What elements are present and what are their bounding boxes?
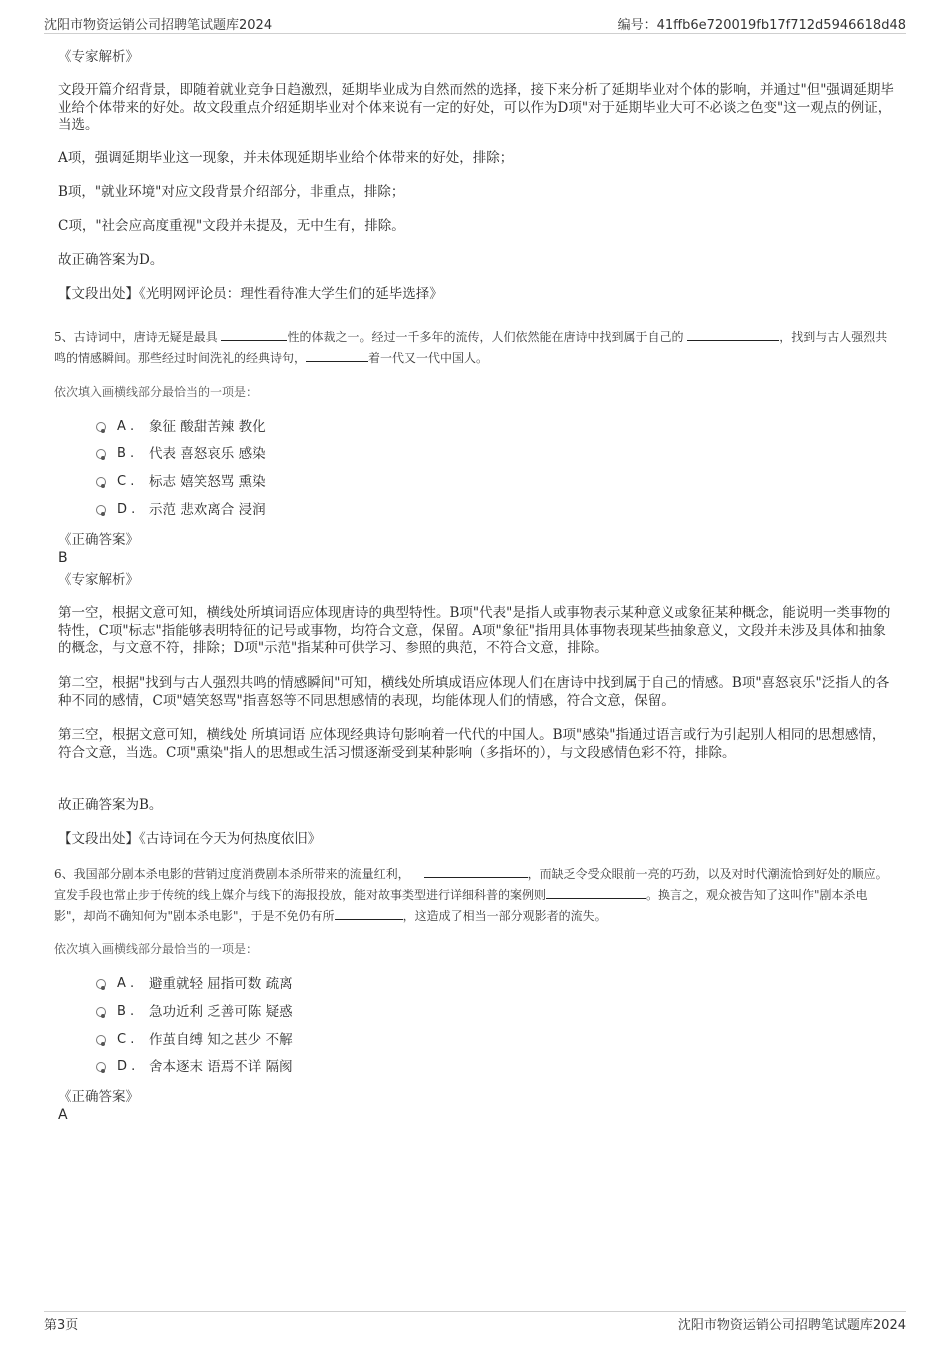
q5-stem-part-4: 着一代又一代中国人。 [368,351,489,365]
q5-blank-1 [221,328,287,341]
radio-icon[interactable] [96,1035,106,1045]
q5-stem-part-1: 5、古诗词中，唐诗无疑是最具 [54,330,222,344]
option-text: 急功近利 乏善可陈 疑惑 [149,1004,293,1020]
q5-source: 【文段出处】《古诗词在今天为何热度依旧》 [58,831,322,847]
q5-answer: B [58,550,68,566]
option-letter: C . [117,1032,135,1047]
page-footer [44,1314,906,1332]
option-letter: D . [117,1059,136,1074]
q6-stem-part-1: 6、我国部分剧本杀电影的营销过度消费剧本杀所带来的流量红利， [54,867,410,881]
option-letter: B . [117,446,135,461]
option-text: 标志 嬉笑怒骂 熏染 [149,474,266,490]
prev-analysis-label: 《专家解析》 [58,49,139,65]
option-text: 象征 酸甜苦辣 教化 [149,419,266,435]
prev-note-c: C项，"社会应高度重视"文段并未提及，无中生有，排除。 [58,218,405,234]
option-letter: A . [117,419,135,434]
q5-stem [54,327,890,369]
prev-note-b: B项，"就业环境"对应文段背景介绍部分，非重点，排除； [58,184,405,200]
radio-icon[interactable] [96,505,106,515]
q6-blank-2 [546,886,646,899]
option-letter: C . [117,474,135,489]
radio-icon[interactable] [96,477,106,487]
q5-answer-label: 《正确答案》 [58,532,139,548]
option-text: 示范 悲欢离合 浸润 [149,502,266,518]
footer-title: 沈阳市物资运销公司招聘笔试题库2024 [677,1318,906,1333]
page-header [44,14,906,32]
radio-icon[interactable] [96,449,106,459]
prev-conclusion: 故正确答案为D。 [58,252,164,268]
q6-stem-part-3: 。换言之，观众被告知了这叫作"剧本杀电影"，却尚不确知何为"剧本杀电影"，于是不免仍有所 [54,888,868,923]
footer-divider [44,1311,906,1312]
q5-stem-part-2: 性的体裁之一。经过一千多年的流传，人们依然能在唐诗中找到属于自己的 [287,330,688,344]
q5-analysis-blank-2: 第二空，根据"找到与古人强烈共鸣的情感瞬间"可知，横线处所填成语应体现人们在唐诗中找到属于自己的情感。B项"喜怒哀乐"泛指人的各种不同的感情，C项"嬉笑怒骂"指喜怒等不同思想感情的表现，均能体现人们的情感，符合文意，保留。 [58,675,890,709]
option-text: 舍本逐末 语焉不详 隔阂 [149,1059,293,1075]
option-letter: A . [117,976,135,991]
q5-blank-3 [306,349,368,362]
q6-answer: A [58,1107,68,1123]
option-text: 作茧自缚 知之甚少 不解 [149,1032,293,1048]
option-letter: B . [117,1004,135,1019]
q5-analysis-blank-1: 第一空，根据文意可知，横线处所填词语应体现唐诗的典型特性。B项"代表"是指人或事物表示某种意义或象征某种概念，能说明一类事物的特性，C项"标志"指能够表明特征的记号或事物，均符合文意，保留。A项"象征"指用具体事物表现某些抽象意义，文段并未涉及具体和抽象的概念，与文意不符，排除；D项"示范"指某种可供学习、参照的典范，不符合文意，排除。 [58,605,891,656]
radio-icon[interactable] [96,1062,106,1072]
footer-page-number: 第3页 [44,1318,79,1333]
q5-conclusion: 故正确答案为B。 [58,797,163,813]
q5-analysis-label: 《专家解析》 [58,572,139,588]
option-text: 避重就轻 屈指可数 疏离 [149,976,293,992]
q6-hint: 依次填入画横线部分最恰当的一项是： [54,942,259,956]
q6-stem-part-2: ，而缺乏令受众眼前一亮的巧劲，以及对时代潮流恰到好处的顺应。宣发手段也常止步于传统的线上媒介与线下的海报投放，能对故事类型进行详细科普的案例则 [54,867,888,902]
prev-analysis-paragraph: 文段开篇介绍背景，即随着就业竞争日趋激烈，延期毕业成为自然而然的选择，接下来分析了延期毕业对个体的影响，并通过"但"强调延期毕业给个体带来的好处。故文段重点介绍延期毕业对个体来说有一定的好处，可以作为D项"对于延期毕业大可不必谈之色变"这一观点的例证，当选。 [58,82,894,133]
header-doc-id: 编号：41ffb6e720019fb17f712d5946618d48 [617,18,906,33]
radio-icon[interactable] [96,422,106,432]
q5-analysis-blank-3: 第三空，根据文意可知，横线处 所填词语 应体现经典诗句影响着一代代的中国人。B项"感染"指通过语言或行为引起别人相同的思想感情，符合文意，当选。C项"熏染"指人的思想或生活习惯逐渐受到某种影响（多指坏的），与文段感情色彩不符，排除。 [58,727,886,761]
prev-source: 【文段出处】《光明网评论员：理性看待准大学生们的延毕选择》 [58,286,443,302]
q6-answer-label: 《正确答案》 [58,1089,139,1105]
header-title: 沈阳市物资运销公司招聘笔试题库2024 [44,18,273,33]
radio-icon[interactable] [96,979,106,989]
prev-note-a: A项，强调延期毕业这一现象，并未体现延期毕业给个体带来的好处，排除； [58,150,514,166]
option-text: 代表 喜怒哀乐 感染 [149,446,266,462]
q6-blank-1 [424,865,528,878]
radio-icon[interactable] [96,1007,106,1017]
header-divider [44,33,906,34]
q6-stem-part-4: ，这造成了相当一部分观影者的流失。 [402,909,607,923]
q5-blank-2 [687,328,779,341]
q6-blank-3 [335,907,403,920]
q6-stem [54,864,896,927]
q5-hint: 依次填入画横线部分最恰当的一项是： [54,385,259,399]
q5-stem-part-3: ，找到与古人强烈共鸣的情感瞬间。那些经过时间洗礼的经典诗句， [54,330,888,365]
option-letter: D . [117,502,136,517]
